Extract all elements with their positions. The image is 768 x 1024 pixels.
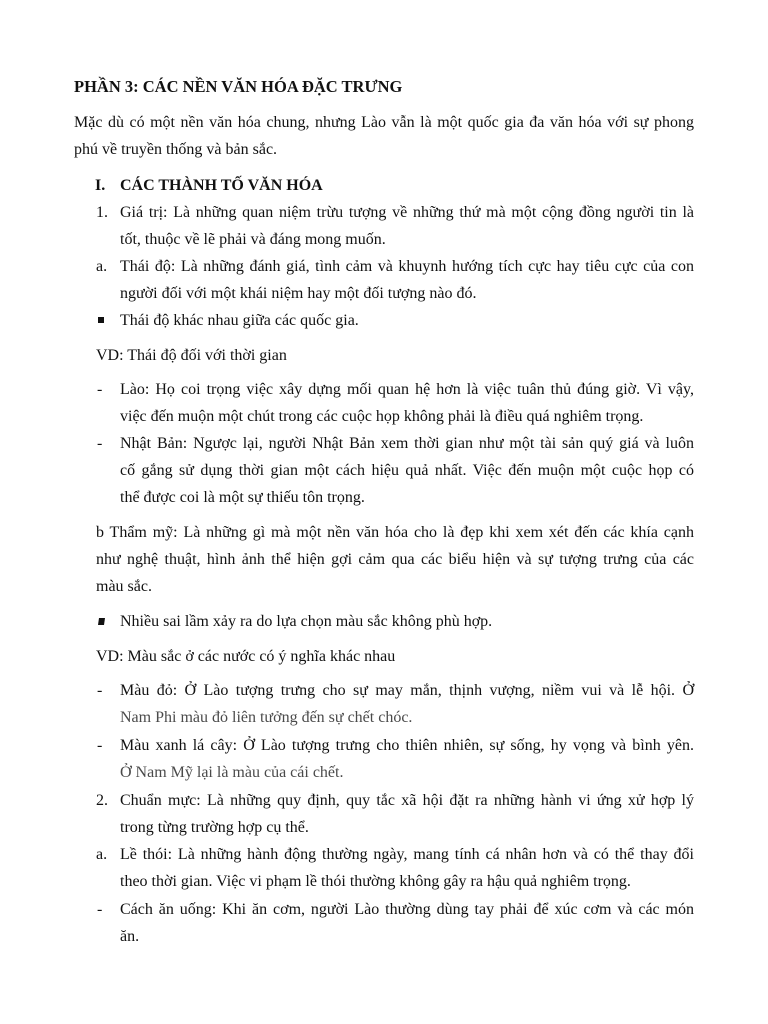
japan-time-line-1: Nhật Bản: Ngược lại, người Nhật Bản xem thời gian như một tài sản quý giá và luôn <box>120 435 694 452</box>
item1-line-1: Giá trị: Là những quan niệm trừu tượng về những thứ mà một cộng đồng người tin là <box>120 204 694 221</box>
item2-line-2: trong từng trường hợp cụ thể. <box>120 819 309 836</box>
item-a-line-2: người đối với một khái niệm hay một đối tượng nào đó. <box>120 285 477 302</box>
item-b-line-1: b Thẩm mỹ: Là những gì mà một nền văn hóa cho là đẹp khi xem xét đến các khía cạnh <box>96 524 694 541</box>
intro-line-2: phú về truyền thống và bản sắc. <box>74 141 278 158</box>
green-line-1: Màu xanh lá cây: Ở Lào tượng trưng cho thiên nhiên, sự sống, hy vọng và bình yên. <box>120 737 694 754</box>
item-a-marker: a. <box>96 258 108 275</box>
item2-a-line-2: theo thời gian. Việc vi phạm lề thói thường không gây ra hậu quả nghiêm trọng. <box>120 873 631 890</box>
item1-marker: 1. <box>96 204 108 221</box>
section-title: PHẦN 3: CÁC NỀN VĂN HÓA ĐẶC TRƯNG <box>74 77 403 96</box>
red-dash: - <box>97 682 103 699</box>
item-a-line-1: Thái độ: Là những đánh giá, tình cảm và khuynh hướng tích cực hay tiêu cực của con <box>120 258 694 275</box>
lao-time-line-2: việc đến muộn một chút trong các cuộc họp không phải là điều quá nghiêm trọng. <box>120 408 644 425</box>
item2-a-line-1: Lề thói: Là những hành động thường ngày, mang tính cá nhân hơn và có thể thay đổi <box>120 846 694 863</box>
eating-line-1: Cách ăn uống: Khi ăn cơm, người Lào thường dùng tay phải để xúc cơm và các món <box>120 901 694 918</box>
subheading-marker: I. <box>95 177 106 194</box>
subheading: CÁC THÀNH TỐ VĂN HÓA <box>120 177 323 194</box>
item2-line-1: Chuẩn mực: Là những quy định, quy tắc xã hội đặt ra những hành vi ứng xử hợp lý <box>120 792 694 809</box>
japan-time-line-3: thể được coi là một sự thiếu tôn trọng. <box>120 489 365 506</box>
eating-dash: - <box>97 901 103 918</box>
example-2: VD: Màu sắc ở các nước có ý nghĩa khác nhau <box>96 648 396 665</box>
item2-a-marker: a. <box>96 846 108 863</box>
intro-line-1: Mặc dù có một nền văn hóa chung, nhưng Lào vẫn là một quốc gia đa văn hóa với sự phong <box>74 114 694 131</box>
bullet-diamond-icon <box>97 617 106 626</box>
bullet-2: Nhiều sai lầm xảy ra do lựa chọn màu sắc không phù hợp. <box>120 613 493 630</box>
lao-time-dash: - <box>97 381 103 398</box>
bullet-1: Thái độ khác nhau giữa các quốc gia. <box>120 312 359 329</box>
japan-time-dash: - <box>97 435 103 452</box>
item-b-line-3: màu sắc. <box>96 578 152 595</box>
red-line-2: Nam Phi màu đỏ liên tưởng đến sự chết chóc. <box>120 709 413 726</box>
eating-line-2: ăn. <box>120 928 140 945</box>
lao-time-line-1: Lào: Họ coi trọng việc xây dựng mối quan hệ hơn là việc tuân thủ đúng giờ. Vì vậy, <box>120 381 694 398</box>
item-b-line-2: như nghệ thuật, hình ảnh thể hiện gợi cảm qua các biểu hiện và sự tượng trưng của các <box>96 551 694 568</box>
item1-line-2: tốt, thuộc về lẽ phải và đáng mong muốn. <box>120 231 386 248</box>
red-line-1: Màu đỏ: Ở Lào tượng trưng cho sự may mắn, thịnh vượng, niềm vui và lễ hội. Ở <box>120 682 694 699</box>
green-dash: - <box>97 737 103 754</box>
bullet-square-icon <box>98 317 104 323</box>
example-1: VD: Thái độ đối với thời gian <box>96 347 287 364</box>
green-line-2: Ở Nam Mỹ lại là màu của cái chết. <box>120 764 344 781</box>
item2-marker: 2. <box>96 792 108 809</box>
japan-time-line-2: cố gắng sử dụng thời gian một cách hiệu quả nhất. Việc đến muộn một cuộc họp có <box>120 462 694 479</box>
